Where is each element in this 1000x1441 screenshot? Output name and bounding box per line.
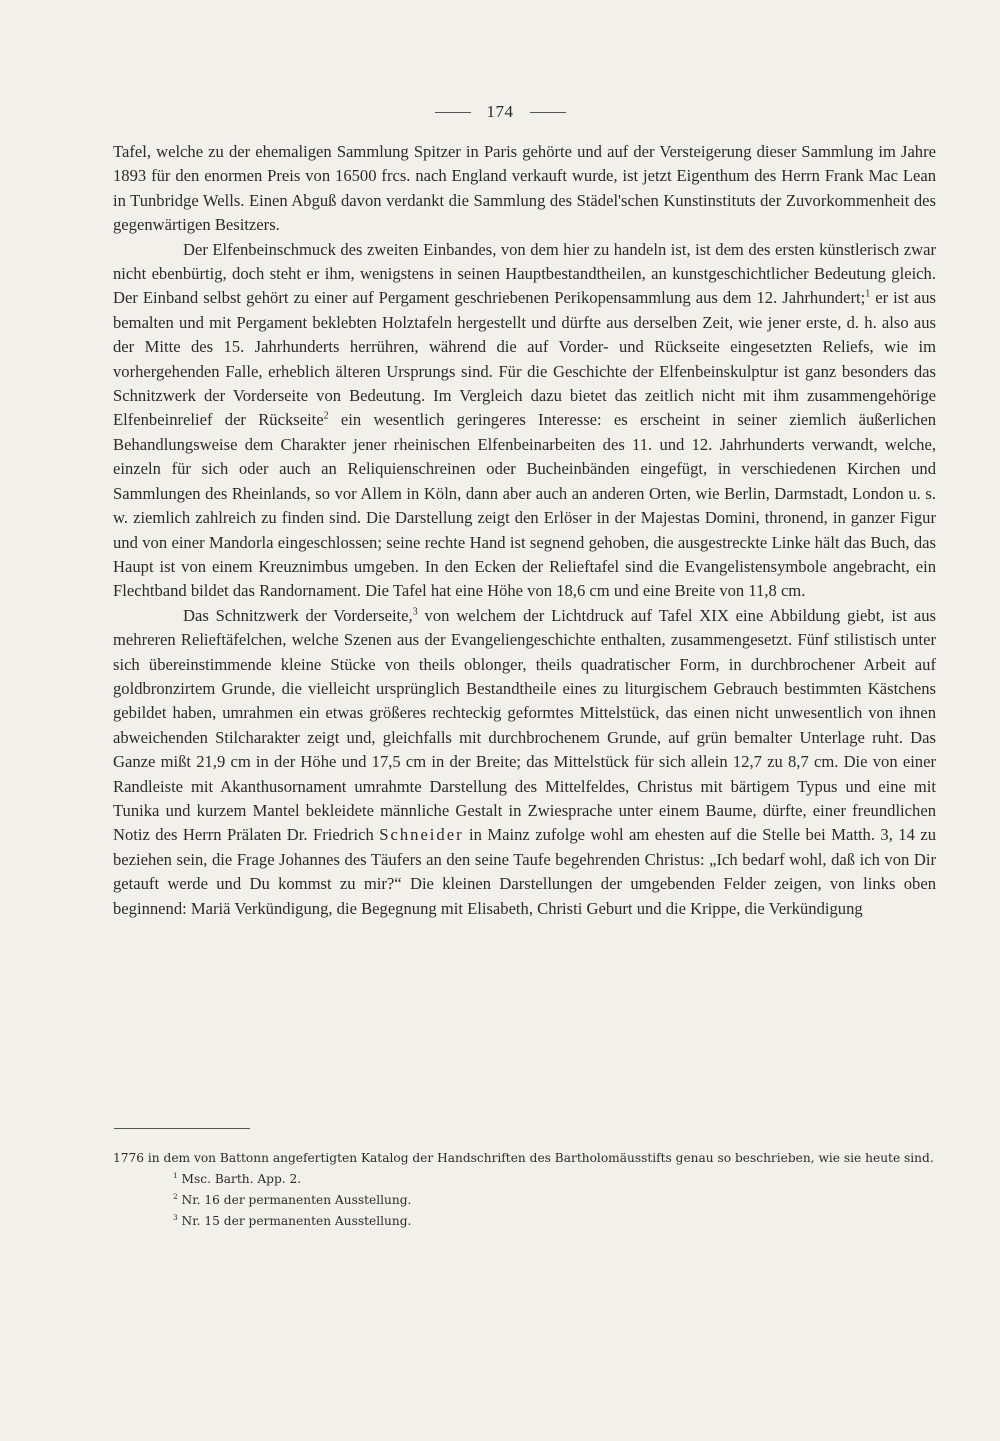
paragraph-2 (113, 238, 936, 604)
body-text (113, 140, 936, 921)
footnote-ref-2: 2 (323, 410, 329, 422)
paragraph-2-text-a: Der Elfenbeinschmuck des zweiten Einbandes, von dem hier zu handeln ist, ist dem des ersten künstlerisch zwar nicht ebenbürtig, doch steht er ihm, wenigstens in seinen Hauptbestandtheilen, an kunstgeschichtlicher Bedeutung gleich. Der Einband selbst gehört zu einer auf Pergament geschriebenen Perikopensammlung aus dem 12. Jahrhundert; (113, 239, 936, 308)
footnote-ref-1: 1 (865, 288, 871, 300)
footnote-3-text: Nr. 15 der permanenten Ausstellung. (177, 1214, 412, 1228)
paragraph-3-text-c: in Mainz zufolge wohl am ehesten auf die Stelle bei Matth. 3, 14 zu beziehen sein, die Frage Johannes des Täufers an den seine Taufe begehrenden Christus: „Ich bedarf wohl, daß ich von Dir getauft werde und Du kommst zu mir?“ Die kleinen Darstellungen der umgebenden Felder zeigen, von links oben beginnend: Mariä Verkündigung, die Begegnung mit Elisabeth, Christi Geburt und die Krippe, die Verkündigung (113, 825, 937, 918)
footnote-2-text: Nr. 16 der permanenten Ausstellung. (177, 1193, 412, 1207)
paragraph-3 (113, 604, 936, 921)
footnote-divider (114, 1128, 250, 1129)
footnote-continued: 1776 in dem von Battonn angefertigten Katalog der Handschriften des Bartholomäusstifts genau so beschrieben, wie sie heute sind. (113, 1151, 934, 1165)
footnote-3 (113, 1211, 936, 1232)
page-number: 174 (486, 102, 514, 121)
paragraph-3-text-b: von welchem der Lichtdruck auf Tafel XIX eine Abbildung giebt, ist aus mehreren Relieftäfelchen, welche Szenen aus der Evangeliengeschichte enthalten, zusammengesetzt. Fünf stilistisch unter sich übereinstimmende kleine Stücke von theils oblonger, theils quadratischer Form, in durchbrochener Arbeit auf goldbronzirtem Grunde, die vielleicht ursprünglich Bestandtheile eines zu liturgischem Gebrauch bestimmten Kästchens gebildet haben, umrahmen ein etwas größeres rechteckig geformtes Mittelstück, das einen nicht unwesentlich von ihnen abweichenden Stilcharakter zeigt und, gleichfalls mit durchbrochenem Grunde, auf grün bemalter Unterlage ruht. Das Ganze mißt 21,9 cm in der Höhe und 17,5 cm in der Breite; das Mittelstück für sich allein 12,7 zu 8,7 cm. Die von einer Randleiste mit Akanthusornament umrahmte Darstellung des Mittelfeldes, Christus mit bärtigem Typus und eine mit Tunika und kurzem Mantel bekleidete männliche Gestalt in Zwiesprache unter einem Baume, dürfte, einer freundlichen Notiz des Herrn Prälaten Dr. Friedrich (113, 605, 937, 845)
footnote-3-mark: 3 (173, 1212, 178, 1222)
paragraph-3-text-a: Das Schnitzwerk der Vorderseite, (183, 605, 413, 625)
footnote-ref-3: 3 (412, 606, 418, 618)
footnote-2 (113, 1190, 936, 1211)
paragraph-2-text-c: ein wesentlich geringeres Interesse: es erscheint in seiner ziemlich äußerlichen Behandlungsweise dem Charakter jener rheinischen Elfenbeinarbeiten des 11. und 12. Jahrhunderts verwandt, welche, einzeln für sich oder auch an Reliquienschreinen oder Bucheinbänden eingefügt, in verschiedenen Kirchen und Sammlungen des Rheinlands, so vor Allem in Köln, dann aber auch an anderen Orten, wie Berlin, Darmstadt, London u. s. w. ziemlich zahlreich zu finden sind. Die Darstellung zeigt den Erlöser in der Majestas Domini, thronend, in ganzer Figur und von einer Mandorla eingeschlossen; seine rechte Hand ist segnend gehoben, die ausgestreckte Linke hält das Buch, das Haupt ist von einem Kreuznimbus umgeben. In den Ecken der Relieftafel sind die Evangelistensymbole angebracht, ein Flechtband bildet das Randornament. Die Tafel hat eine Höhe von 18,6 cm und eine Breite von 11,8 cm. (113, 410, 936, 601)
paragraph-2-text-b: er ist aus bemalten und mit Pergament beklebten Holztafeln hergestellt und dürfte aus derselben Zeit, wie jener erste, d. h. also aus der Mitte des 15. Jahrhunderts herrühren, während die auf Vorder- und Rückseite eingesetzten Reliefs, wie im vorhergehenden Falle, erheblich älteren Ursprungs sind. Für die Geschichte der Elfenbeinskulptur ist ganz besonders das Schnitzwerk der Vorderseite von Bedeutung. Im Vergleich dazu bietet das zeitlich nicht mit ihm zusammengehörige Elfenbeinrelief der Rückseite (113, 288, 937, 430)
footnote-1 (113, 1169, 936, 1190)
page-header (0, 102, 1000, 122)
header-dash-right (530, 112, 566, 113)
paragraph-1 (113, 140, 936, 238)
footnote-1-text: Msc. Barth. App. 2. (177, 1172, 302, 1186)
paragraph-1-text: Tafel, welche zu der ehemaligen Sammlung Spitzer in Paris gehörte und auf der Versteigerung dieser Sammlung im Jahre 1893 für den enormen Preis von 16500 frcs. nach England verkauft wurde, ist jetzt Eigenthum des Herrn Frank Mac Lean in Tunbridge Wells. Einen Abguß davon verdankt die Sammlung des Städel'schen Kunstinstituts der Zuvorkommenheit des gegenwärtigen Besitzers. (113, 142, 936, 235)
footnotes (113, 1148, 936, 1232)
person-name-spaced: Schneider (379, 825, 464, 845)
header-dash-left (435, 112, 471, 113)
footnote-2-mark: 2 (173, 1191, 178, 1201)
footnote-1-mark: 1 (173, 1170, 178, 1180)
